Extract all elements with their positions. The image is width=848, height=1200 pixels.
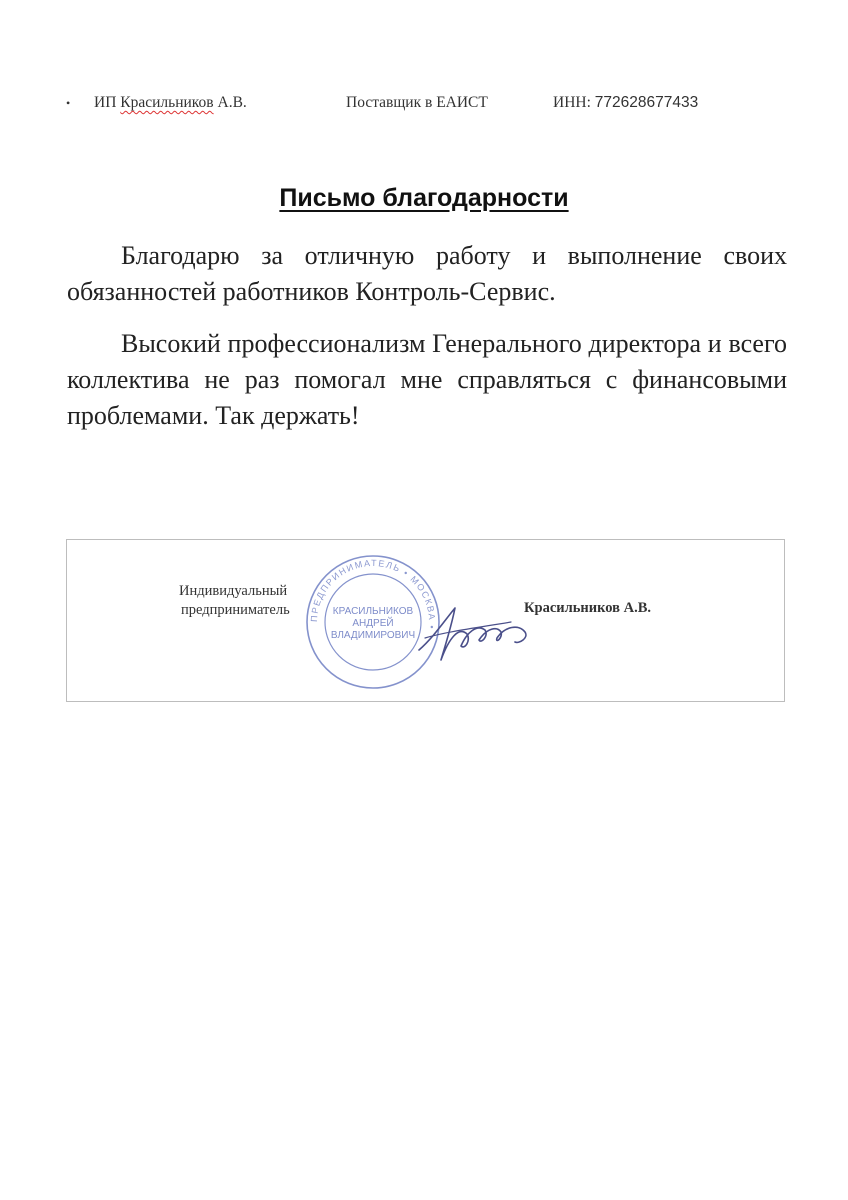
role-line-2: предприниматель: [181, 602, 290, 618]
handwritten-signature-icon: [415, 598, 535, 668]
inn: [553, 92, 698, 114]
stamp-line-2: АНДРЕЙ: [352, 618, 394, 629]
ip-name: ИП Красильников А.В.: [94, 94, 247, 111]
signer-name: Красильников А.В.: [524, 600, 652, 616]
letterhead: [66, 92, 786, 114]
paragraph-2: Высокий профессионализм Генерального директора и всего коллектива не раз помогал мне справляться с финансовыми проблемами. Так держать!: [67, 329, 787, 430]
role-line-1: Индивидуальный: [179, 583, 288, 599]
signer-role: [179, 582, 290, 620]
signature-box: [66, 539, 785, 702]
letter-title: Письмо благодарности: [279, 184, 569, 212]
bullet: •: [66, 96, 71, 110]
paragraph-1: Благодарю за отличную работу и выполнение своих обязанностей работников Контроль-Сервис.: [67, 241, 787, 306]
inn-value: 772628677433: [594, 94, 699, 111]
stamp-line-3: ВЛАДИМИРОВИЧ: [330, 630, 416, 641]
supplier-label: Поставщик в ЕАИСТ: [346, 94, 488, 111]
stamp-line-1: КРАСИЛЬНИКОВ: [332, 606, 414, 617]
inn-label: ИНН:: [553, 94, 595, 111]
ip-surname: Красильников: [120, 94, 214, 111]
stamp-ring-text: ПРЕДПРИНИМАТЕЛЬ • МОСКВА •: [308, 557, 438, 631]
